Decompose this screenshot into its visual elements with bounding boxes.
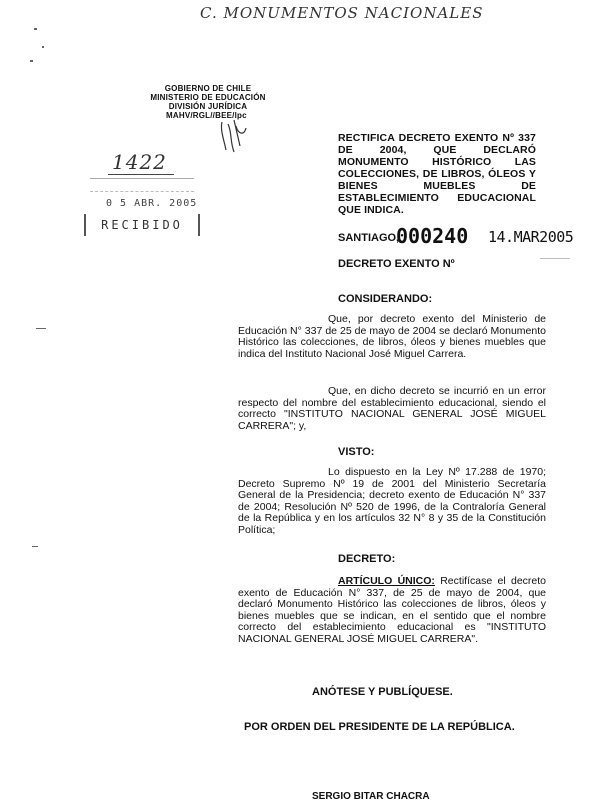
signatory-name: SERGIO BITAR CHACRA (312, 791, 430, 802)
header-division: DIVISIÓN JURÍDICA (168, 102, 248, 111)
stamp-header-line (90, 178, 194, 192)
header-government: GOBIERNO DE CHILE (164, 84, 252, 93)
article-label: ARTÍCULO ÚNICO: (338, 575, 435, 587)
header-ministry: MINISTERIO DE EDUCACIÓN (150, 93, 266, 102)
initials-signature-icon (214, 116, 254, 156)
stamp-left-border (84, 214, 86, 236)
decreto-heading: DECRETO: (338, 553, 396, 565)
article-text: Rectifícase el decreto exento de Educación N° 337, de 25 de mayo de 2004, que declaró Monumento Histórico las colecciones de libros, óleos y bienes muebles que se indican, en el sentido que el nombre correcto del establecimiento educacional es "INSTITUTO NACIONAL GENERAL JOSÉ MIGUEL CARRERA". (238, 575, 546, 645)
visto-heading: VISTO: (338, 446, 375, 458)
article-paragraph (238, 576, 546, 645)
scan-speck (32, 546, 38, 547)
stamp-date: 0 5 ABR. 2005 (106, 198, 198, 209)
scan-speck (540, 258, 570, 259)
scan-speck (34, 28, 37, 30)
issuer-header (150, 84, 266, 120)
decree-number: 000240 (396, 224, 469, 248)
decree-title: RECTIFICA DECRETO EXENTO Nº 337 DE 2004, QUE DECLARÓ MONUMENTO HISTÓRICO LAS COLECCIONES, DE LIBROS, ÓLEOS Y BIENES MUEBLES DE ESTABLECIMIENTO EDUCACIONAL QUE INDICA. (338, 132, 536, 216)
scan-speck (42, 46, 44, 48)
place-label: SANTIAGO, (338, 232, 400, 244)
scan-speck (36, 328, 46, 329)
scan-speck (30, 60, 33, 62)
stamp-label: RECIBIDO (101, 218, 183, 232)
considerando-paragraph-1: Que, por decreto exento del Ministerio de Educación N° 337 de 25 de mayo de 2004 se declaró Monumento Histórico las colecciones, de libros, óleos y bienes muebles que indica del Instituto Nacional José Miguel Carrera. (238, 313, 546, 360)
closing-order: POR ORDEN DEL PRESIDENTE DE LA REPÚBLICA. (244, 721, 515, 733)
received-stamp (84, 174, 200, 238)
decree-type-label: DECRETO EXENTO Nº (338, 258, 455, 270)
header-reference: MAHV/RGL//BEE/lpc (166, 111, 247, 120)
considerando-paragraph-2: Que, en dicho decreto se incurrió en un error respecto del nombre del establecimiento educacional, siendo el correcto "INSTITUTO NACIONAL GENERAL JOSÉ MIGUEL CARRERA"; y, (238, 385, 546, 432)
handwritten-note: C. MONUMENTOS NACIONALES (200, 4, 484, 22)
stamp-right-border (198, 214, 200, 236)
handwritten-number: 1422 (112, 150, 167, 174)
closing-publish: ANÓTESE Y PUBLÍQUESE. (312, 686, 453, 698)
decree-date: 14.MAR2005 (488, 228, 574, 246)
considerando-heading: CONSIDERANDO: (338, 293, 433, 305)
visto-paragraph: Lo dispuesto en la Ley Nº 17.288 de 1970; Decreto Supremo Nº 19 de 2001 del Ministerio Secretaría General de la Presidencia; decreto exento de Educación N° 337 de 2004; Resolución Nº 520 de 1996, de la Contraloría General de la República y en los artículos 32 N° 8 y 35 de la Constitución Política; (238, 466, 546, 536)
